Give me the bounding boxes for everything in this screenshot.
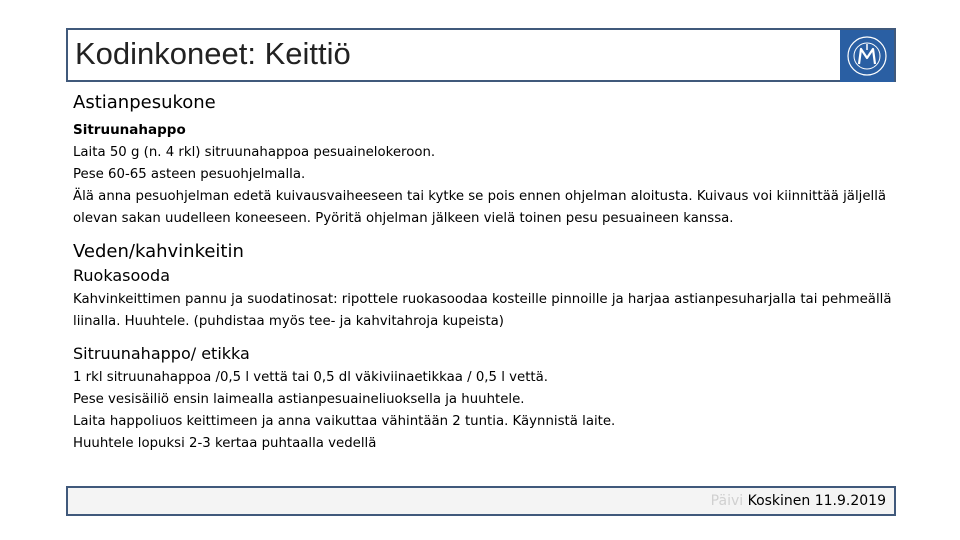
text-line: Pese vesisäiliö ensin laimealla astianpesuaineliuoksella ja huuhtele. — [73, 392, 525, 407]
subheading: Sitruunahappo/ etikka — [73, 344, 250, 363]
main-content — [73, 90, 913, 455]
subheading: Sitruunahappo — [73, 122, 186, 138]
author-last-name-date: Koskinen 11.9.2019 — [747, 493, 886, 509]
text-line: Pese 60-65 asteen pesuohjelmalla. — [73, 167, 306, 182]
text-line: Laita happoliuos keittimeen ja anna vaikuttaa vähintään 2 tuntia. Käynnistä laite. — [73, 414, 616, 429]
text-line: Älä anna pesuohjelman edetä kuivausvaiheeseen tai kytke se pois ennen ohjelman aloitusta. Kuivaus voi kiinnittää jäljellä olevan sakan uudelleen koneeseen. Pyöritä ohjelman jälkeen vielä toinen pesu pesuaineen kanssa. — [73, 189, 887, 226]
text-line: Huuhtele lopuksi 2-3 kertaa puhtaalla vedellä — [73, 436, 377, 451]
text-line: 1 rkl sitruunahappoa /0,5 l vettä tai 0,5 dl väkiviinaetikkaa / 0,5 l vettä. — [73, 370, 548, 385]
section-heading: Astianpesukone — [73, 92, 216, 113]
subheading: Ruokasooda — [73, 266, 170, 285]
text-line: Kahvinkeittimen pannu ja suodatinosat: ripottele ruokasoodaa kosteille pinnoille ja harjaa astianpesuharjalla tai pehmeällä liinalla. Huuhtele. (puhdistaa myös tee- ja kahvitahroja kupeista) — [73, 292, 892, 329]
footer — [66, 486, 896, 516]
page-title: Kodinkoneet: Keittiö — [75, 36, 351, 71]
martha-logo-icon — [840, 30, 894, 82]
section-dishwasher — [73, 90, 913, 230]
title-bar — [66, 28, 896, 82]
text-line: Laita 50 g (n. 4 rkl) sitruunahappoa pesuainelokeroon. — [73, 145, 436, 160]
section-heading: Veden/kahvinkeitin — [73, 241, 244, 262]
footer-credit — [711, 493, 886, 509]
author-first-name: Päivi — [710, 493, 744, 509]
section-kettle — [73, 239, 913, 455]
